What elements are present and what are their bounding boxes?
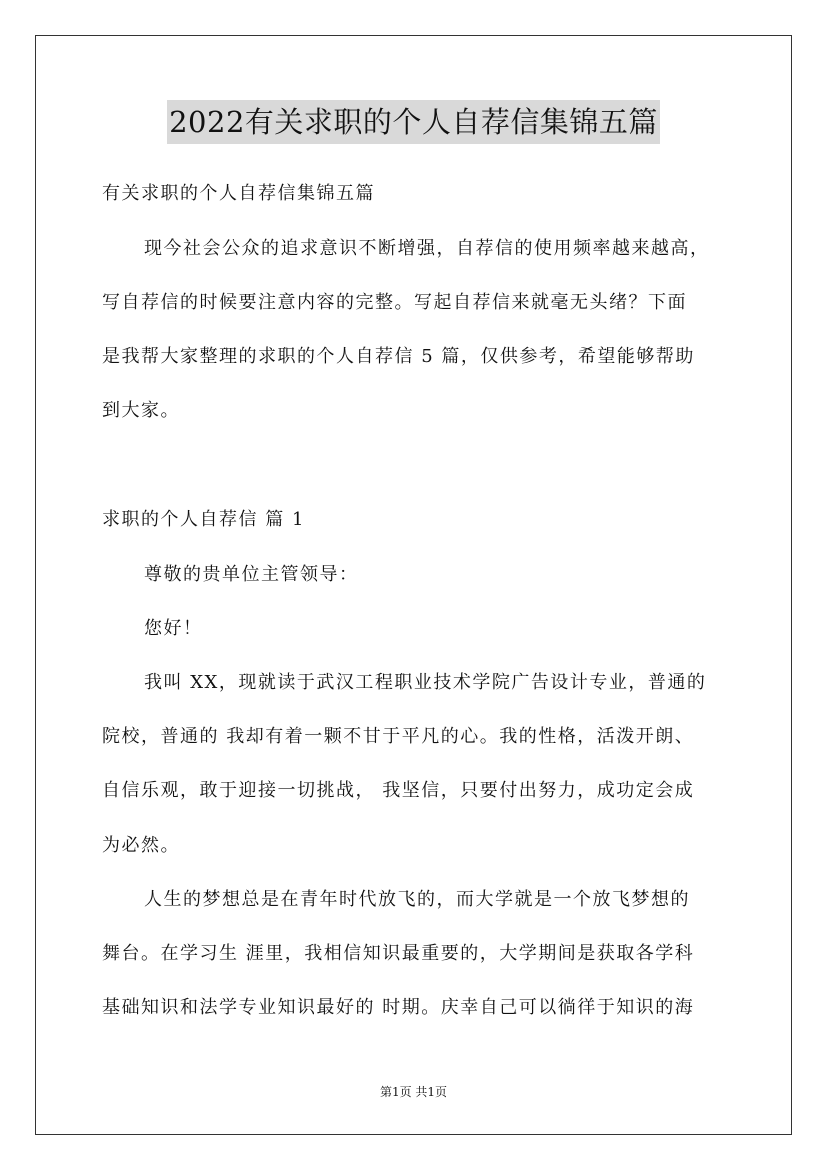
page-footer: 第1页 共1页 (379, 1085, 448, 1099)
intro-line-3: 是我帮大家整理的求职的个人自荐信 5 篇，仅供参考，希望能够帮助 (102, 346, 695, 367)
body-line-3: 自信乐观，敢于迎接一切挑战， 我坚信，只要付出努力，成功定会成 (102, 780, 695, 801)
intro-line-4: 到大家。 (102, 400, 180, 421)
intro-line-1: 现今社会公众的追求意识不断增强，自荐信的使用频率越来越高， (144, 238, 710, 259)
body-line-4: 为必然。 (102, 835, 180, 856)
section-heading: 求职的个人自荐信 篇 1 (102, 509, 305, 530)
intro-line-2: 写自荐信的时候要注意内容的完整。写起自荐信来就毫无头绪？下面 (102, 292, 687, 313)
salutation: 尊敬的贵单位主管领导： (144, 564, 359, 585)
body-line-2: 院校，普通的 我却有着一颗不甘于平凡的心。我的性格，活泼开朗、 (102, 726, 695, 747)
body-line-1: 我叫 XX，现就读于武汉工程职业技术学院广告设计专业，普通的 (144, 672, 707, 693)
body-line-6: 舞台。在学习生 涯里，我相信知识最重要的，大学期间是获取各学科 (102, 943, 695, 964)
body-line-5: 人生的梦想总是在青年时代放飞的，而大学就是一个放飞梦想的 (144, 889, 690, 910)
greeting: 您好！ (144, 618, 203, 639)
document-title: 2022有关求职的个人自荐信集锦五篇 (167, 100, 660, 144)
document-title-wrap (0, 100, 827, 144)
body-line-7: 基础知识和法学专业知识最好的 时期。庆幸自己可以徜徉于知识的海 (102, 997, 695, 1018)
subtitle-line: 有关求职的个人自荐信集锦五篇 (102, 183, 375, 204)
